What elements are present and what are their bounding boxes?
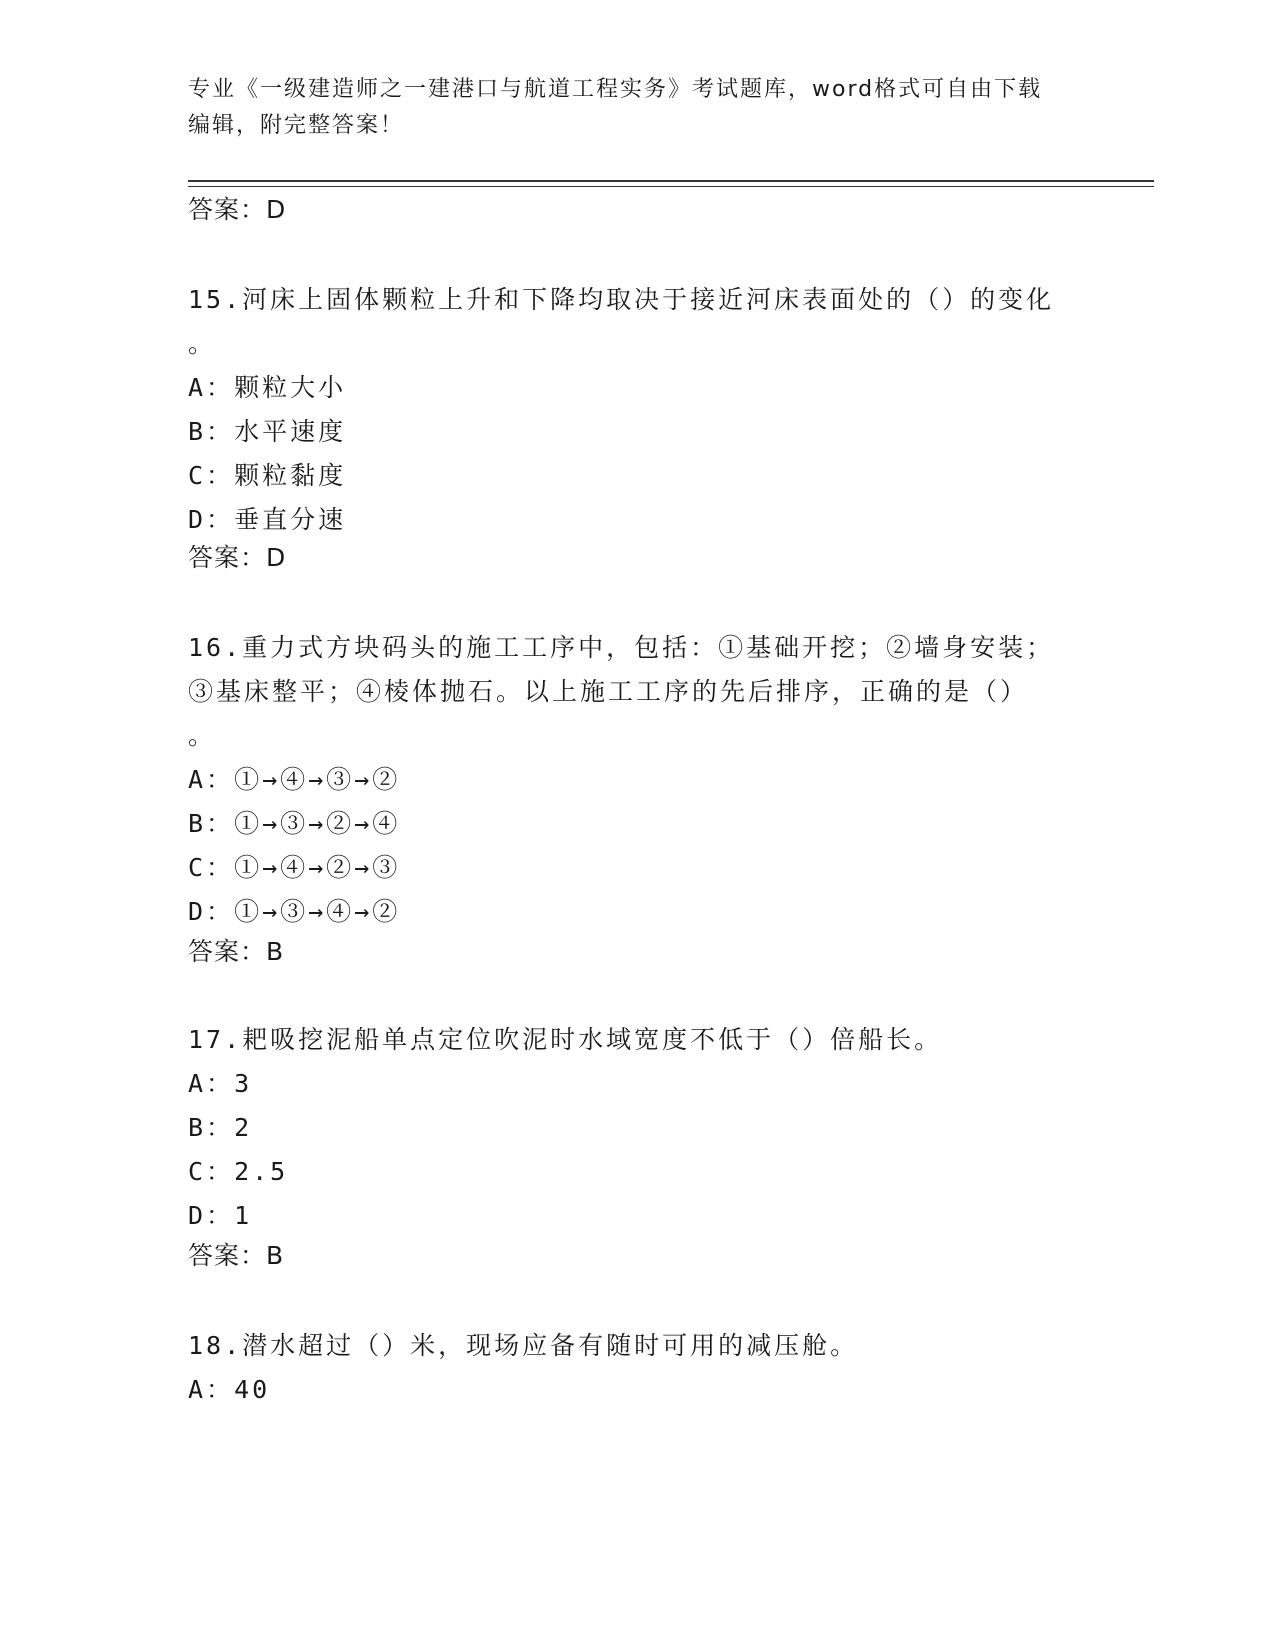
question-15-text: 15.河床上固体颗粒上升和下降均取决于接近河床表面处的（）的变化 [188,285,1055,314]
option-label: C： [188,461,235,490]
option-text: 垂直分速 [234,505,347,534]
option-text: ①→④→②→③ [234,853,401,882]
option-label: A： [188,1375,235,1404]
question-15-option-b [188,416,346,448]
option-label: A： [188,1069,235,1098]
option-label: C： [188,853,235,882]
header-line-1: 专业《一级建造师之一建港口与航道工程实务》考试题库，word格式可自由下载 [188,77,1043,102]
header-line-2: 编辑，附完整答案！ [188,113,405,138]
question-15-text-cont: 。 [188,329,217,358]
document-header [188,72,1088,144]
option-label: B： [188,1113,235,1142]
option-text: 3 [234,1069,253,1098]
option-label: A： [188,765,235,794]
option-label: D： [188,1201,235,1230]
question-16-option-a [188,764,400,796]
header-divider [188,180,1154,182]
question-15-answer: 答案：D [188,543,287,572]
question-18-option-a [188,1374,270,1406]
header-divider-thin [188,186,1154,187]
question-17-option-b [188,1112,252,1144]
option-label: B： [188,809,235,838]
question-15-option-d [188,504,346,536]
option-label: C： [188,1157,235,1186]
question-17-answer: 答案：B [188,1241,285,1270]
option-label: B： [188,417,235,446]
option-label: D： [188,505,235,534]
question-15-option-a [188,372,346,404]
option-text: ①→④→③→② [234,765,401,794]
question-16-text-cont-2: 。 [188,721,217,750]
question-16-option-c [188,852,400,884]
option-text: 水平速度 [234,417,347,446]
question-17-text: 17.耙吸挖泥船单点定位吹泥时水域宽度不低于（）倍船长。 [188,1025,943,1054]
question-16-text: 16.重力式方块码头的施工工序中，包括：①基础开挖；②墙身安装； [188,633,1055,662]
option-text: 颗粒黏度 [234,461,347,490]
question-16-answer: 答案：B [188,937,285,966]
question-17-option-c [188,1156,288,1188]
option-text: ①→③→④→② [234,897,401,926]
question-18-text: 18.潜水超过（）米，现场应备有随时可用的减压舱。 [188,1331,859,1360]
question-16-text-cont: ③基床整平；④棱体抛石。以上施工工序的先后排序，正确的是（） [188,677,1029,706]
option-label: A： [188,373,235,402]
question-17-option-d [188,1200,252,1232]
option-text: ①→③→②→④ [234,809,401,838]
option-label: D： [188,897,235,926]
question-16-option-b [188,808,400,840]
question-16-option-d [188,896,400,928]
question-17-option-a [188,1068,252,1100]
option-text: 2 [234,1113,253,1142]
question-15-option-c [188,460,346,492]
answer-line: 答案：D [188,195,287,224]
option-text: 40 [234,1375,271,1404]
option-text: 1 [234,1201,253,1230]
option-text: 2.5 [234,1157,289,1186]
option-text: 颗粒大小 [234,373,347,402]
